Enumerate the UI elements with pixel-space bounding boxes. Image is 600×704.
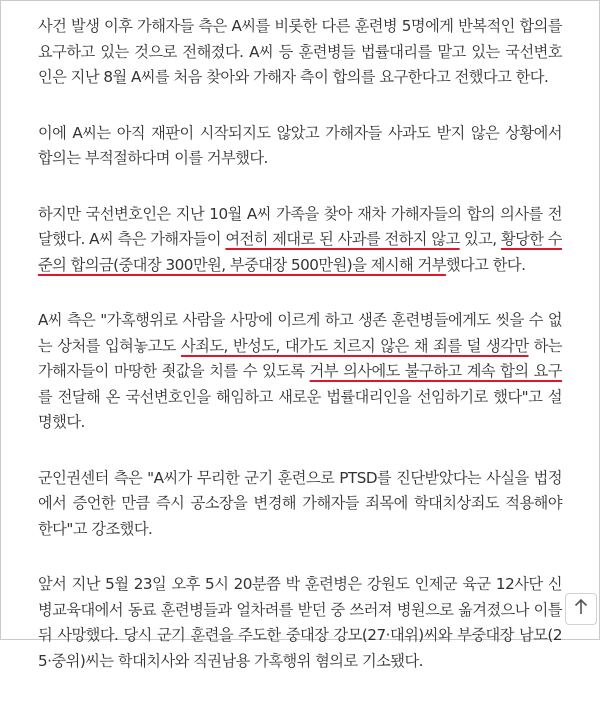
paragraph-6: 앞서 지난 5월 23일 오후 5시 20분쯤 박 훈련병은 강원도 인제군 육군 12사단 신병교육대에서 동료 훈련병들과 얼차려를 받던 중 쓰러져 병원으로 옮겨졌으나 이틀 뒤 사망했다. 당시 군기 훈련을 주도한 중대장 강모(27·대위)씨와 부중대장 남모(25·중위)씨는 학대치사와 직권남용 가혹행위 혐의로 기소됐다. xyxy=(38,575,562,670)
highlight-no-remorse: 사죄도, 반성도, 대가도 치르지 않은 채 죄를 덜 생각만 xyxy=(181,336,529,355)
paragraph-1: 사건 발생 이후 가해자들 측은 A씨를 비롯한 다른 훈련병 5명에게 반복적인 합의를 요구하고 있는 것으로 전해졌다. A씨 등 훈련병들 법률대리를 맡고 있는 국선변호인은 지난 8월 A씨를 처음 찾아와 가해자 측이 합의를 요구한다고 전했다고 한다. xyxy=(38,17,562,86)
article-body xyxy=(38,14,562,704)
paragraph-4-text-a: A씨 측은 "가혹행위로 사람을 사망에 이르게 하고 생존 훈련병들에게도 씻을 수 없는 상처를 입혀놓고도 xyxy=(38,311,562,355)
highlight-no-apology: 여전히 제대로 된 사과를 전하지 않고 xyxy=(225,230,460,248)
paragraph-3-text-a: 하지만 국선변호인은 지난 10월 A씨 가족을 찾아 재차 가해자들의 합의 의사를 전달했다. A씨 측은 가해자들이 xyxy=(38,204,562,248)
paragraph-2: 이에 A씨는 아직 재판이 시작되지도 않았고 가해자들 사과도 받지 않은 상황에서 합의는 부적절하다며 이를 거부했다. xyxy=(38,123,562,167)
scroll-to-top-button[interactable] xyxy=(565,593,597,625)
paragraph-3 xyxy=(38,202,562,279)
highlight-settlement-amount: 황당한 수준의 합의금(중대장 300만원, 부중대장 500만원)을 제시해 거부 xyxy=(38,230,562,274)
arrow-up-icon xyxy=(574,599,588,619)
paragraph-4-text-c: 를 전달해 온 국선변호인을 해임하고 새로운 법률대리인을 선임하기로 했다"고 설명했다. xyxy=(38,387,562,431)
paragraph-3-text-b: 있고, xyxy=(459,230,501,248)
paragraph-3-text-c: 했다고 한다. xyxy=(445,255,526,274)
paragraph-4-text-b: 하는 가해자들이 마땅한 죗값을 치를 수 있도록 xyxy=(38,336,563,380)
paragraph-4 xyxy=(38,308,562,436)
highlight-repeated-settlement-request: 거부 의사에도 불구하고 계속 합의 요구 xyxy=(309,362,562,380)
paragraph-5: 군인권센터 측은 "A씨가 무리한 군기 훈련으로 PTSD를 진단받았다는 사실을 법정에서 증언한 만큼 즉시 공소장을 변경해 가해자들 죄목에 학대치상죄도 적용해야 한다"고 강조했다. xyxy=(38,468,562,538)
